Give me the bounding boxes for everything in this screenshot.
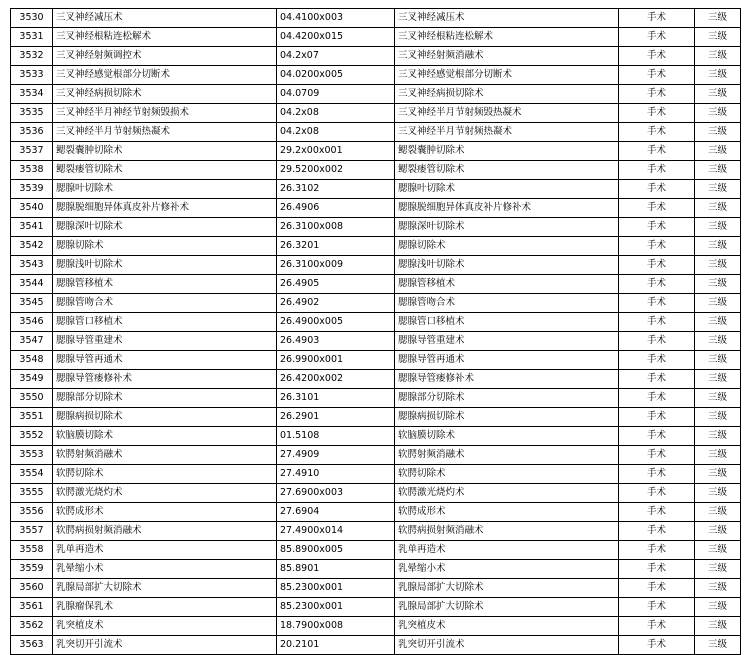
cell-name: 软腭切除术 bbox=[53, 465, 277, 484]
cell-id: 3561 bbox=[11, 598, 53, 617]
cell-name: 软脑膜切除术 bbox=[53, 427, 277, 446]
cell-name: 软腭成形术 bbox=[53, 503, 277, 522]
cell-alias: 腮腺管移植术 bbox=[395, 275, 619, 294]
cell-id: 3534 bbox=[11, 85, 53, 104]
cell-level: 三级 bbox=[695, 427, 741, 446]
cell-id: 3546 bbox=[11, 313, 53, 332]
cell-code: 26.4902 bbox=[277, 294, 395, 313]
cell-id: 3557 bbox=[11, 522, 53, 541]
cell-type: 手术 bbox=[619, 408, 695, 427]
cell-code: 85.2300x001 bbox=[277, 598, 395, 617]
cell-code: 26.3201 bbox=[277, 237, 395, 256]
cell-code: 29.5200x002 bbox=[277, 161, 395, 180]
cell-id: 3537 bbox=[11, 142, 53, 161]
cell-level: 三级 bbox=[695, 275, 741, 294]
cell-type: 手术 bbox=[619, 66, 695, 85]
cell-id: 3553 bbox=[11, 446, 53, 465]
cell-level: 三级 bbox=[695, 123, 741, 142]
cell-type: 手术 bbox=[619, 237, 695, 256]
table-row bbox=[11, 275, 741, 294]
cell-code: 26.4900x005 bbox=[277, 313, 395, 332]
cell-type: 手术 bbox=[619, 47, 695, 66]
cell-alias: 乳突切开引流术 bbox=[395, 636, 619, 655]
cell-name: 三叉神经病损切除术 bbox=[53, 85, 277, 104]
cell-level: 三级 bbox=[695, 294, 741, 313]
table-row bbox=[11, 598, 741, 617]
cell-code: 26.3101 bbox=[277, 389, 395, 408]
cell-id: 3530 bbox=[11, 9, 53, 28]
table-row bbox=[11, 256, 741, 275]
cell-alias: 软腭病损射频消融术 bbox=[395, 522, 619, 541]
cell-name: 腮腺浅叶切除术 bbox=[53, 256, 277, 275]
table-row bbox=[11, 85, 741, 104]
cell-type: 手术 bbox=[619, 598, 695, 617]
cell-id: 3550 bbox=[11, 389, 53, 408]
cell-id: 3543 bbox=[11, 256, 53, 275]
table-row bbox=[11, 579, 741, 598]
cell-code: 01.5108 bbox=[277, 427, 395, 446]
cell-code: 26.4906 bbox=[277, 199, 395, 218]
cell-name: 乳腺局部扩大切除术 bbox=[53, 579, 277, 598]
cell-type: 手术 bbox=[619, 294, 695, 313]
cell-code: 04.2x07 bbox=[277, 47, 395, 66]
cell-type: 手术 bbox=[619, 370, 695, 389]
cell-code: 04.2x08 bbox=[277, 104, 395, 123]
cell-alias: 腮腺脱细胞异体真皮补片修补术 bbox=[395, 199, 619, 218]
cell-name: 软腭激光烧灼术 bbox=[53, 484, 277, 503]
cell-id: 3547 bbox=[11, 332, 53, 351]
cell-level: 三级 bbox=[695, 503, 741, 522]
cell-code: 26.4903 bbox=[277, 332, 395, 351]
cell-level: 三级 bbox=[695, 636, 741, 655]
cell-id: 3558 bbox=[11, 541, 53, 560]
cell-alias: 软脑膜切除术 bbox=[395, 427, 619, 446]
cell-type: 手术 bbox=[619, 503, 695, 522]
cell-name: 腮腺部分切除术 bbox=[53, 389, 277, 408]
cell-name: 软腭病损射频消融术 bbox=[53, 522, 277, 541]
cell-alias: 腮腺深叶切除术 bbox=[395, 218, 619, 237]
cell-id: 3540 bbox=[11, 199, 53, 218]
cell-level: 三级 bbox=[695, 66, 741, 85]
table-row bbox=[11, 123, 741, 142]
cell-alias: 乳晕缩小术 bbox=[395, 560, 619, 579]
table-row bbox=[11, 28, 741, 47]
table-row bbox=[11, 199, 741, 218]
cell-alias: 腮腺导管瘘修补术 bbox=[395, 370, 619, 389]
table-row bbox=[11, 427, 741, 446]
cell-name: 鳃裂囊肿切除术 bbox=[53, 142, 277, 161]
cell-type: 手术 bbox=[619, 389, 695, 408]
cell-code: 04.4100x003 bbox=[277, 9, 395, 28]
cell-code: 26.9900x001 bbox=[277, 351, 395, 370]
cell-alias: 三叉神经减压术 bbox=[395, 9, 619, 28]
cell-name: 腮腺导管重建术 bbox=[53, 332, 277, 351]
table-row bbox=[11, 370, 741, 389]
table-row bbox=[11, 465, 741, 484]
cell-name: 鳃裂瘘管切除术 bbox=[53, 161, 277, 180]
cell-level: 三级 bbox=[695, 560, 741, 579]
cell-id: 3531 bbox=[11, 28, 53, 47]
cell-alias: 乳突植皮术 bbox=[395, 617, 619, 636]
cell-type: 手术 bbox=[619, 28, 695, 47]
cell-level: 三级 bbox=[695, 522, 741, 541]
cell-type: 手术 bbox=[619, 256, 695, 275]
table-row bbox=[11, 142, 741, 161]
cell-level: 三级 bbox=[695, 332, 741, 351]
cell-type: 手术 bbox=[619, 332, 695, 351]
cell-type: 手术 bbox=[619, 484, 695, 503]
cell-type: 手术 bbox=[619, 541, 695, 560]
cell-code: 20.2101 bbox=[277, 636, 395, 655]
table-row bbox=[11, 313, 741, 332]
cell-type: 手术 bbox=[619, 636, 695, 655]
cell-alias: 乳单再造术 bbox=[395, 541, 619, 560]
cell-alias: 三叉神经半月节射频热凝术 bbox=[395, 123, 619, 142]
cell-id: 3542 bbox=[11, 237, 53, 256]
cell-code: 26.3100x008 bbox=[277, 218, 395, 237]
cell-code: 04.4200x015 bbox=[277, 28, 395, 47]
cell-name: 三叉神经半月节射频热凝术 bbox=[53, 123, 277, 142]
cell-id: 3560 bbox=[11, 579, 53, 598]
cell-id: 3545 bbox=[11, 294, 53, 313]
cell-level: 三级 bbox=[695, 313, 741, 332]
cell-name: 腮腺病损切除术 bbox=[53, 408, 277, 427]
cell-alias: 腮腺叶切除术 bbox=[395, 180, 619, 199]
cell-level: 三级 bbox=[695, 28, 741, 47]
cell-level: 三级 bbox=[695, 598, 741, 617]
cell-alias: 鳃裂囊肿切除术 bbox=[395, 142, 619, 161]
cell-alias: 软腭切除术 bbox=[395, 465, 619, 484]
cell-code: 26.2901 bbox=[277, 408, 395, 427]
table-body bbox=[11, 9, 741, 655]
table-row bbox=[11, 389, 741, 408]
cell-level: 三级 bbox=[695, 408, 741, 427]
cell-id: 3555 bbox=[11, 484, 53, 503]
cell-id: 3533 bbox=[11, 66, 53, 85]
cell-alias: 腮腺管吻合术 bbox=[395, 294, 619, 313]
cell-level: 三级 bbox=[695, 142, 741, 161]
cell-name: 腮腺导管瘘修补术 bbox=[53, 370, 277, 389]
cell-name: 乳突切开引流术 bbox=[53, 636, 277, 655]
table-row bbox=[11, 446, 741, 465]
table-row bbox=[11, 294, 741, 313]
cell-level: 三级 bbox=[695, 465, 741, 484]
cell-type: 手术 bbox=[619, 522, 695, 541]
cell-type: 手术 bbox=[619, 579, 695, 598]
cell-id: 3551 bbox=[11, 408, 53, 427]
table-row bbox=[11, 9, 741, 28]
cell-code: 26.3102 bbox=[277, 180, 395, 199]
cell-alias: 腮腺浅叶切除术 bbox=[395, 256, 619, 275]
cell-level: 三级 bbox=[695, 9, 741, 28]
cell-name: 腮腺叶切除术 bbox=[53, 180, 277, 199]
cell-code: 85.8901 bbox=[277, 560, 395, 579]
cell-code: 27.6900x003 bbox=[277, 484, 395, 503]
cell-name: 腮腺管口移植术 bbox=[53, 313, 277, 332]
cell-type: 手术 bbox=[619, 617, 695, 636]
cell-code: 27.4900x014 bbox=[277, 522, 395, 541]
cell-id: 3556 bbox=[11, 503, 53, 522]
cell-name: 乳单再造术 bbox=[53, 541, 277, 560]
cell-alias: 三叉神经根粘连松解术 bbox=[395, 28, 619, 47]
cell-id: 3554 bbox=[11, 465, 53, 484]
cell-code: 04.2x08 bbox=[277, 123, 395, 142]
cell-level: 三级 bbox=[695, 218, 741, 237]
cell-code: 27.4910 bbox=[277, 465, 395, 484]
cell-type: 手术 bbox=[619, 123, 695, 142]
table-row bbox=[11, 161, 741, 180]
cell-code: 18.7900x008 bbox=[277, 617, 395, 636]
cell-id: 3544 bbox=[11, 275, 53, 294]
table-row bbox=[11, 522, 741, 541]
cell-name: 腮腺管吻合术 bbox=[53, 294, 277, 313]
cell-alias: 软腭射频消融术 bbox=[395, 446, 619, 465]
cell-level: 三级 bbox=[695, 484, 741, 503]
cell-id: 3548 bbox=[11, 351, 53, 370]
cell-level: 三级 bbox=[695, 389, 741, 408]
cell-level: 三级 bbox=[695, 237, 741, 256]
cell-name: 腮腺管移植术 bbox=[53, 275, 277, 294]
cell-alias: 乳腺局部扩大切除术 bbox=[395, 579, 619, 598]
cell-code: 85.2300x001 bbox=[277, 579, 395, 598]
cell-level: 三级 bbox=[695, 351, 741, 370]
cell-code: 26.4200x002 bbox=[277, 370, 395, 389]
cell-id: 3536 bbox=[11, 123, 53, 142]
cell-alias: 三叉神经病损切除术 bbox=[395, 85, 619, 104]
cell-level: 三级 bbox=[695, 617, 741, 636]
cell-type: 手术 bbox=[619, 9, 695, 28]
table-row bbox=[11, 218, 741, 237]
cell-level: 三级 bbox=[695, 47, 741, 66]
table-row bbox=[11, 617, 741, 636]
cell-id: 3563 bbox=[11, 636, 53, 655]
table-row bbox=[11, 351, 741, 370]
cell-name: 乳晕缩小术 bbox=[53, 560, 277, 579]
table-row bbox=[11, 484, 741, 503]
table-row bbox=[11, 408, 741, 427]
table-row bbox=[11, 66, 741, 85]
cell-id: 3541 bbox=[11, 218, 53, 237]
cell-name: 腮腺深叶切除术 bbox=[53, 218, 277, 237]
cell-level: 三级 bbox=[695, 85, 741, 104]
cell-id: 3532 bbox=[11, 47, 53, 66]
cell-alias: 腮腺导管再通术 bbox=[395, 351, 619, 370]
cell-type: 手术 bbox=[619, 218, 695, 237]
cell-id: 3538 bbox=[11, 161, 53, 180]
cell-level: 三级 bbox=[695, 256, 741, 275]
cell-code: 27.6904 bbox=[277, 503, 395, 522]
cell-alias: 乳腺局部扩大切除术 bbox=[395, 598, 619, 617]
cell-alias: 腮腺切除术 bbox=[395, 237, 619, 256]
cell-level: 三级 bbox=[695, 541, 741, 560]
cell-type: 手术 bbox=[619, 351, 695, 370]
table-row bbox=[11, 560, 741, 579]
cell-level: 三级 bbox=[695, 579, 741, 598]
cell-id: 3559 bbox=[11, 560, 53, 579]
cell-type: 手术 bbox=[619, 199, 695, 218]
cell-id: 3552 bbox=[11, 427, 53, 446]
cell-id: 3562 bbox=[11, 617, 53, 636]
cell-level: 三级 bbox=[695, 161, 741, 180]
cell-code: 85.8900x005 bbox=[277, 541, 395, 560]
cell-alias: 三叉神经射频消融术 bbox=[395, 47, 619, 66]
cell-type: 手术 bbox=[619, 180, 695, 199]
cell-name: 三叉神经感觉根部分切断术 bbox=[53, 66, 277, 85]
cell-type: 手术 bbox=[619, 313, 695, 332]
cell-alias: 软腭激光烧灼术 bbox=[395, 484, 619, 503]
cell-alias: 腮腺部分切除术 bbox=[395, 389, 619, 408]
cell-alias: 腮腺导管重建术 bbox=[395, 332, 619, 351]
table-row bbox=[11, 541, 741, 560]
cell-id: 3535 bbox=[11, 104, 53, 123]
cell-name: 三叉神经射频调控术 bbox=[53, 47, 277, 66]
cell-name: 乳腺瘤保乳术 bbox=[53, 598, 277, 617]
cell-alias: 软腭成形术 bbox=[395, 503, 619, 522]
cell-name: 三叉神经减压术 bbox=[53, 9, 277, 28]
table-row bbox=[11, 237, 741, 256]
cell-type: 手术 bbox=[619, 446, 695, 465]
surgery-code-table bbox=[10, 8, 741, 655]
cell-code: 27.4909 bbox=[277, 446, 395, 465]
cell-type: 手术 bbox=[619, 85, 695, 104]
cell-level: 三级 bbox=[695, 446, 741, 465]
cell-type: 手术 bbox=[619, 560, 695, 579]
cell-code: 26.4905 bbox=[277, 275, 395, 294]
cell-name: 腮腺切除术 bbox=[53, 237, 277, 256]
cell-level: 三级 bbox=[695, 180, 741, 199]
cell-type: 手术 bbox=[619, 427, 695, 446]
cell-type: 手术 bbox=[619, 142, 695, 161]
cell-alias: 三叉神经感觉根部分切断术 bbox=[395, 66, 619, 85]
cell-name: 三叉神经半月神经节射频毁损术 bbox=[53, 104, 277, 123]
table-row bbox=[11, 180, 741, 199]
cell-level: 三级 bbox=[695, 370, 741, 389]
cell-alias: 腮腺病损切除术 bbox=[395, 408, 619, 427]
cell-level: 三级 bbox=[695, 199, 741, 218]
cell-level: 三级 bbox=[695, 104, 741, 123]
cell-code: 29.2x00x001 bbox=[277, 142, 395, 161]
cell-name: 乳突植皮术 bbox=[53, 617, 277, 636]
cell-type: 手术 bbox=[619, 275, 695, 294]
cell-name: 三叉神经根粘连松解术 bbox=[53, 28, 277, 47]
cell-alias: 鳃裂瘘管切除术 bbox=[395, 161, 619, 180]
cell-name: 腮腺脱细胞异体真皮补片修补术 bbox=[53, 199, 277, 218]
table-row bbox=[11, 636, 741, 655]
table-row bbox=[11, 332, 741, 351]
table-row bbox=[11, 47, 741, 66]
cell-type: 手术 bbox=[619, 104, 695, 123]
cell-id: 3539 bbox=[11, 180, 53, 199]
cell-alias: 三叉神经半月节射频毁热凝术 bbox=[395, 104, 619, 123]
cell-code: 04.0200x005 bbox=[277, 66, 395, 85]
cell-id: 3549 bbox=[11, 370, 53, 389]
cell-code: 04.0709 bbox=[277, 85, 395, 104]
table-row bbox=[11, 503, 741, 522]
cell-code: 26.3100x009 bbox=[277, 256, 395, 275]
table-row bbox=[11, 104, 741, 123]
cell-name: 软腭射频消融术 bbox=[53, 446, 277, 465]
cell-type: 手术 bbox=[619, 465, 695, 484]
cell-type: 手术 bbox=[619, 161, 695, 180]
cell-name: 腮腺导管再通术 bbox=[53, 351, 277, 370]
cell-alias: 腮腺管口移植术 bbox=[395, 313, 619, 332]
